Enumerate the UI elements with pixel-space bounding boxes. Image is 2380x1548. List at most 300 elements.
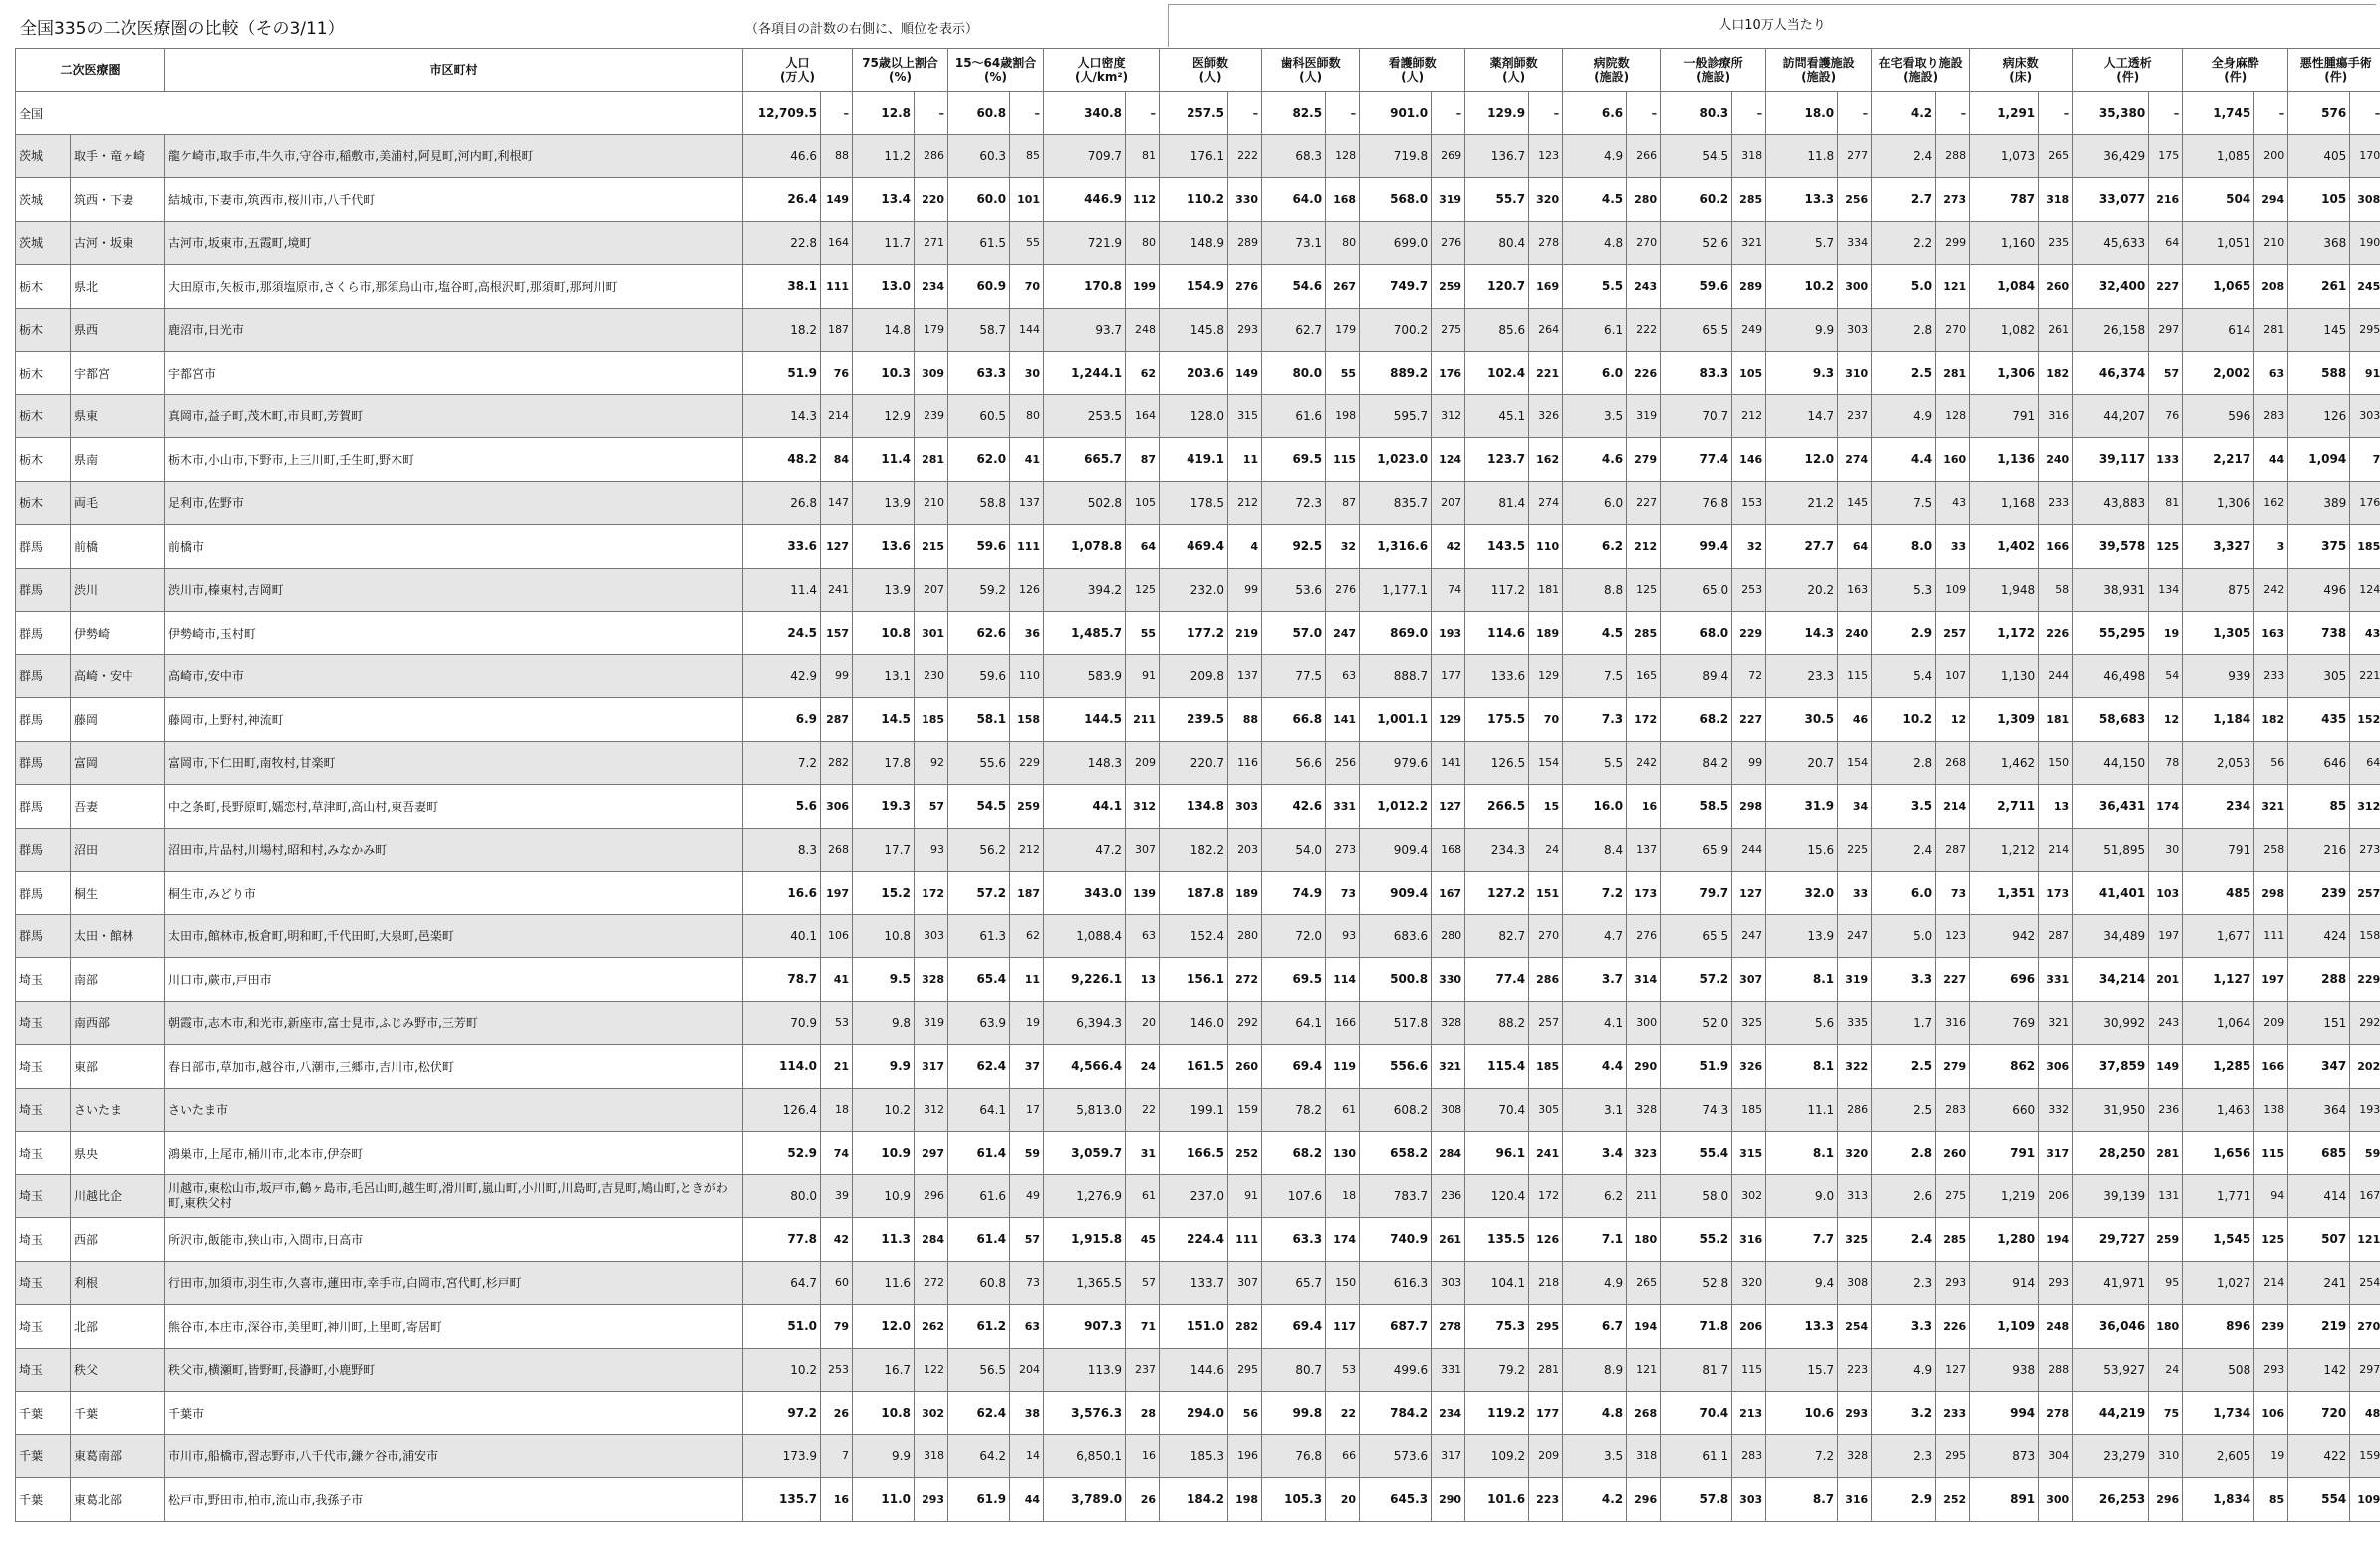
- rank-note: （各項目の計数の右側に、順位を表示）: [745, 22, 979, 37]
- rank-cell: 187: [1010, 872, 1044, 915]
- value-cell: 2,053: [2183, 741, 2254, 785]
- cities-cell: 所沢市,飯能市,狭山市,入間市,日高市: [165, 1218, 743, 1262]
- rank-cell: 284: [1432, 1132, 1465, 1175]
- cities-cell: 春日部市,草加市,越谷市,八潮市,三郷市,吉川市,松伏町: [165, 1045, 743, 1089]
- pref-cell: 群馬: [16, 568, 71, 612]
- value-cell: 2.3: [1872, 1434, 1936, 1478]
- rank-cell: –: [1936, 92, 1970, 135]
- rank-cell: 125: [1126, 568, 1160, 612]
- value-cell: 62.4: [948, 1045, 1010, 1089]
- rank-cell: 307: [1228, 1261, 1262, 1305]
- rank-cell: 296: [915, 1174, 948, 1218]
- area-cell: 県南: [71, 438, 165, 482]
- rank-cell: 16: [1126, 1434, 1160, 1478]
- value-cell: 41,401: [2073, 872, 2149, 915]
- value-cell: 414: [2288, 1174, 2350, 1218]
- value-cell: 1,012.2: [1360, 785, 1432, 829]
- rank-cell: 7: [821, 1434, 853, 1478]
- pref-cell: 埼玉: [16, 1001, 71, 1045]
- value-cell: 5.3: [1872, 568, 1936, 612]
- rank-cell: 321: [2254, 785, 2288, 829]
- value-cell: 59.6: [948, 525, 1010, 569]
- area-cell: 東部: [71, 1045, 165, 1089]
- table-row: [16, 1261, 2380, 1305]
- value-cell: 81.4: [1465, 481, 1529, 525]
- value-cell: 791: [1970, 394, 2039, 438]
- metric-header: 在宅看取り施設 (施設): [1872, 49, 1970, 92]
- value-cell: 14.3: [743, 394, 821, 438]
- value-cell: 7.1: [1563, 1218, 1627, 1262]
- rank-cell: 159: [2350, 1434, 2380, 1478]
- value-cell: 31,950: [2073, 1088, 2149, 1132]
- value-cell: 28,250: [2073, 1132, 2149, 1175]
- value-cell: 6.7: [1563, 1305, 1627, 1349]
- area-cell: さいたま: [71, 1088, 165, 1132]
- value-cell: 791: [1970, 1132, 2039, 1175]
- rank-cell: 209: [2254, 1001, 2288, 1045]
- rank-cell: 243: [1627, 265, 1661, 309]
- rank-cell: 257: [1529, 1001, 1563, 1045]
- value-cell: 68.2: [1661, 698, 1732, 742]
- value-cell: 2,002: [2183, 352, 2254, 395]
- value-cell: 69.4: [1262, 1305, 1326, 1349]
- rank-cell: 180: [1627, 1218, 1661, 1262]
- rank-cell: 112: [1126, 178, 1160, 222]
- value-cell: 39,578: [2073, 525, 2149, 569]
- cities-header: 市区町村: [165, 49, 743, 92]
- value-cell: 60.8: [948, 92, 1010, 135]
- value-cell: 3,789.0: [1044, 1478, 1126, 1522]
- table-row: [16, 525, 2380, 569]
- value-cell: 166.5: [1160, 1132, 1228, 1175]
- value-cell: 11.4: [743, 568, 821, 612]
- rank-cell: 331: [2039, 958, 2073, 1002]
- rank-cell: –: [2254, 92, 2288, 135]
- rank-cell: 198: [1326, 394, 1360, 438]
- area-cell: 前橋: [71, 525, 165, 569]
- rank-cell: 115: [2254, 1132, 2288, 1175]
- value-cell: 89.4: [1661, 654, 1732, 698]
- rank-cell: 181: [1529, 568, 1563, 612]
- value-cell: 65.9: [1661, 828, 1732, 872]
- rank-cell: 288: [2039, 1348, 2073, 1392]
- rank-cell: 316: [1936, 1001, 1970, 1045]
- value-cell: 63.9: [948, 1001, 1010, 1045]
- value-cell: 699.0: [1360, 221, 1432, 265]
- value-cell: 15.7: [1766, 1348, 1838, 1392]
- rank-cell: 197: [821, 872, 853, 915]
- value-cell: 469.4: [1160, 525, 1228, 569]
- value-cell: 394.2: [1044, 568, 1126, 612]
- value-cell: 499.6: [1360, 1348, 1432, 1392]
- cities-cell: 鹿沼市,日光市: [165, 308, 743, 352]
- rank-cell: 63: [2254, 352, 2288, 395]
- value-cell: 4.2: [1872, 92, 1936, 135]
- header-row: [16, 49, 2380, 92]
- table-row: [16, 265, 2380, 309]
- rank-cell: 226: [2039, 612, 2073, 655]
- value-cell: 6.0: [1872, 872, 1936, 915]
- value-cell: 253.5: [1044, 394, 1126, 438]
- value-cell: 69.4: [1262, 1045, 1326, 1089]
- rank-cell: 274: [1529, 481, 1563, 525]
- rank-cell: 168: [1326, 178, 1360, 222]
- rank-cell: 214: [2254, 1261, 2288, 1305]
- pref-cell: 埼玉: [16, 958, 71, 1002]
- area-cell: 県西: [71, 308, 165, 352]
- area-cell: 沼田: [71, 828, 165, 872]
- rank-cell: 316: [2039, 394, 2073, 438]
- value-cell: 126.5: [1465, 741, 1529, 785]
- rank-cell: 43: [2350, 612, 2380, 655]
- rank-cell: 319: [1432, 178, 1465, 222]
- value-cell: 80.4: [1465, 221, 1529, 265]
- value-cell: 2.5: [1872, 352, 1936, 395]
- rank-cell: 204: [1010, 1348, 1044, 1392]
- rank-cell: 207: [1432, 481, 1465, 525]
- table-row: [16, 221, 2380, 265]
- rank-cell: 334: [1838, 221, 1872, 265]
- table-row: [16, 698, 2380, 742]
- value-cell: 1,084: [1970, 265, 2039, 309]
- value-cell: 99.4: [1661, 525, 1732, 569]
- rank-cell: 3: [2254, 525, 2288, 569]
- rank-cell: 197: [2254, 958, 2288, 1002]
- table-row: [16, 178, 2380, 222]
- rank-cell: 174: [1326, 1218, 1360, 1262]
- rank-cell: 319: [1627, 394, 1661, 438]
- value-cell: 42.9: [743, 654, 821, 698]
- value-cell: 143.5: [1465, 525, 1529, 569]
- value-cell: 3.4: [1563, 1132, 1627, 1175]
- rank-cell: 326: [1529, 394, 1563, 438]
- rank-cell: 170: [2350, 134, 2380, 178]
- rank-cell: 227: [1732, 698, 1766, 742]
- rank-cell: 212: [1228, 481, 1262, 525]
- area-cell: 古河・坂東: [71, 221, 165, 265]
- value-cell: 994: [1970, 1392, 2039, 1435]
- value-cell: 43,883: [2073, 481, 2149, 525]
- rank-cell: 57: [1126, 1261, 1160, 1305]
- value-cell: 58.1: [948, 698, 1010, 742]
- rank-cell: 268: [1627, 1392, 1661, 1435]
- value-cell: 17.7: [853, 828, 915, 872]
- value-cell: 485: [2183, 872, 2254, 915]
- rank-cell: 137: [1627, 828, 1661, 872]
- rank-cell: 269: [1432, 134, 1465, 178]
- area-cell: 高崎・安中: [71, 654, 165, 698]
- rank-cell: 150: [1326, 1261, 1360, 1305]
- value-cell: 2.8: [1872, 308, 1936, 352]
- pref-cell: 群馬: [16, 741, 71, 785]
- rank-cell: 260: [2039, 265, 2073, 309]
- pref-cell: 千葉: [16, 1478, 71, 1522]
- value-cell: 13.6: [853, 525, 915, 569]
- rank-cell: 270: [1529, 914, 1563, 958]
- per-capita-header: 人口10万人当たり: [1168, 4, 2376, 47]
- rank-cell: 12: [2149, 698, 2183, 742]
- rank-cell: 111: [821, 265, 853, 309]
- rank-cell: 126: [1529, 1218, 1563, 1262]
- value-cell: 133.6: [1465, 654, 1529, 698]
- value-cell: 52.6: [1661, 221, 1732, 265]
- value-cell: 15.2: [853, 872, 915, 915]
- value-cell: 52.8: [1661, 1261, 1732, 1305]
- value-cell: 568.0: [1360, 178, 1432, 222]
- rank-cell: 303: [1838, 308, 1872, 352]
- value-cell: 11.4: [853, 438, 915, 482]
- value-cell: 26,253: [2073, 1478, 2149, 1522]
- cities-cell: 太田市,館林市,板倉町,明和町,千代田町,大泉町,邑楽町: [165, 914, 743, 958]
- value-cell: 66.8: [1262, 698, 1326, 742]
- rank-cell: 256: [1838, 178, 1872, 222]
- rank-cell: 301: [915, 612, 948, 655]
- rank-cell: 167: [1432, 872, 1465, 915]
- rank-cell: 172: [915, 872, 948, 915]
- rank-cell: 168: [1432, 828, 1465, 872]
- rank-cell: 235: [2039, 221, 2073, 265]
- value-cell: 61.1: [1661, 1434, 1732, 1478]
- rank-cell: 87: [1326, 481, 1360, 525]
- value-cell: 4,566.4: [1044, 1045, 1126, 1089]
- value-cell: 114.6: [1465, 612, 1529, 655]
- value-cell: 1,365.5: [1044, 1261, 1126, 1305]
- rank-cell: 26: [1126, 1478, 1160, 1522]
- value-cell: 7.5: [1872, 481, 1936, 525]
- rank-cell: 277: [1838, 134, 1872, 178]
- value-cell: 1,212: [1970, 828, 2039, 872]
- value-cell: 909.4: [1360, 828, 1432, 872]
- value-cell: 507: [2288, 1218, 2350, 1262]
- rank-cell: 55: [1326, 352, 1360, 395]
- metric-header: 一般診療所 (施設): [1661, 49, 1766, 92]
- value-cell: 3.3: [1872, 958, 1936, 1002]
- rank-cell: 266: [1627, 134, 1661, 178]
- rank-cell: 75: [2149, 1392, 2183, 1435]
- value-cell: 85.6: [1465, 308, 1529, 352]
- value-cell: 60.0: [948, 178, 1010, 222]
- rank-cell: 137: [1010, 481, 1044, 525]
- rank-cell: 212: [1732, 394, 1766, 438]
- rank-cell: 275: [1936, 1174, 1970, 1218]
- value-cell: 23.3: [1766, 654, 1838, 698]
- rank-cell: 276: [1627, 914, 1661, 958]
- pref-cell: 埼玉: [16, 1045, 71, 1089]
- value-cell: 1,402: [1970, 525, 2039, 569]
- value-cell: 34,214: [2073, 958, 2149, 1002]
- table-row: [16, 785, 2380, 829]
- value-cell: 123.7: [1465, 438, 1529, 482]
- rank-cell: 218: [1529, 1261, 1563, 1305]
- rank-cell: 316: [1732, 1218, 1766, 1262]
- value-cell: 93.7: [1044, 308, 1126, 352]
- rank-cell: 33: [1936, 525, 1970, 569]
- rank-cell: 160: [1936, 438, 1970, 482]
- rank-cell: 127: [1432, 785, 1465, 829]
- value-cell: 51,895: [2073, 828, 2149, 872]
- rank-cell: 233: [2254, 654, 2288, 698]
- value-cell: 5.0: [1872, 914, 1936, 958]
- value-cell: 35,380: [2073, 92, 2149, 135]
- rank-cell: 30: [2149, 828, 2183, 872]
- rank-cell: 307: [1126, 828, 1160, 872]
- value-cell: 1.7: [1872, 1001, 1936, 1045]
- value-cell: 2.5: [1872, 1045, 1936, 1089]
- table-row: [16, 914, 2380, 958]
- rank-cell: 227: [2149, 265, 2183, 309]
- rank-cell: 320: [1529, 178, 1563, 222]
- area-header: 二次医療圏: [16, 49, 165, 92]
- value-cell: 110.2: [1160, 178, 1228, 222]
- value-cell: 184.2: [1160, 1478, 1228, 1522]
- rank-cell: 312: [915, 1088, 948, 1132]
- rank-cell: 154: [1838, 741, 1872, 785]
- value-cell: 1,078.8: [1044, 525, 1126, 569]
- cities-cell: 龍ケ崎市,取手市,牛久市,守谷市,稲敷市,美浦村,阿見町,河内町,利根町: [165, 134, 743, 178]
- value-cell: 869.0: [1360, 612, 1432, 655]
- cities-cell: 秩父市,横瀬町,皆野町,長瀞町,小鹿野町: [165, 1348, 743, 1392]
- rank-cell: 80: [1126, 221, 1160, 265]
- rank-cell: 300: [2039, 1478, 2073, 1522]
- value-cell: 1,351: [1970, 872, 2039, 915]
- pref-cell: 栃木: [16, 438, 71, 482]
- rank-cell: –: [2039, 92, 2073, 135]
- rank-cell: 107: [1936, 654, 1970, 698]
- rank-cell: 92: [915, 741, 948, 785]
- pref-cell: 埼玉: [16, 1088, 71, 1132]
- rank-cell: 279: [1936, 1045, 1970, 1089]
- rank-cell: 19: [2149, 612, 2183, 655]
- value-cell: 907.3: [1044, 1305, 1126, 1349]
- value-cell: 71.8: [1661, 1305, 1732, 1349]
- rank-cell: 139: [1126, 872, 1160, 915]
- rank-cell: 158: [2350, 914, 2380, 958]
- value-cell: 16.7: [853, 1348, 915, 1392]
- rank-cell: 223: [1838, 1348, 1872, 1392]
- value-cell: 446.9: [1044, 178, 1126, 222]
- rank-cell: 125: [1627, 568, 1661, 612]
- value-cell: 56.6: [1262, 741, 1326, 785]
- pref-cell: 栃木: [16, 394, 71, 438]
- rank-cell: 64: [2350, 741, 2380, 785]
- rank-cell: 280: [1228, 914, 1262, 958]
- rank-cell: 163: [2254, 612, 2288, 655]
- rank-cell: 203: [1228, 828, 1262, 872]
- value-cell: 16.0: [1563, 785, 1627, 829]
- rank-cell: 64: [1838, 525, 1872, 569]
- rank-cell: 81: [2149, 481, 2183, 525]
- value-cell: 608.2: [1360, 1088, 1432, 1132]
- value-cell: 27.7: [1766, 525, 1838, 569]
- value-cell: 36,431: [2073, 785, 2149, 829]
- rank-cell: –: [1838, 92, 1872, 135]
- value-cell: 104.1: [1465, 1261, 1529, 1305]
- value-cell: 12.9: [853, 394, 915, 438]
- value-cell: 1,656: [2183, 1132, 2254, 1175]
- rank-cell: 227: [1627, 481, 1661, 525]
- rank-cell: 216: [2149, 178, 2183, 222]
- value-cell: 55.2: [1661, 1218, 1732, 1262]
- value-cell: 4.9: [1563, 1261, 1627, 1305]
- rank-cell: 303: [1432, 1261, 1465, 1305]
- rank-cell: 239: [915, 394, 948, 438]
- rank-cell: –: [2350, 92, 2380, 135]
- value-cell: 294.0: [1160, 1392, 1228, 1435]
- value-cell: 30,992: [2073, 1001, 2149, 1045]
- rank-cell: 300: [1838, 265, 1872, 309]
- value-cell: 1,305: [2183, 612, 2254, 655]
- value-cell: 4.4: [1872, 438, 1936, 482]
- rank-cell: 76: [821, 352, 853, 395]
- rank-cell: 306: [821, 785, 853, 829]
- rank-cell: 66: [1326, 1434, 1360, 1478]
- value-cell: 3.5: [1563, 394, 1627, 438]
- rank-cell: 91: [1228, 1174, 1262, 1218]
- rank-cell: 297: [2149, 308, 2183, 352]
- cities-cell: 鴻巣市,上尾市,桶川市,北本市,伊奈町: [165, 1132, 743, 1175]
- rank-cell: 16: [1627, 785, 1661, 829]
- value-cell: 142: [2288, 1348, 2350, 1392]
- rank-cell: 182: [2254, 698, 2288, 742]
- area-cell: 県東: [71, 394, 165, 438]
- rank-cell: 4: [1228, 525, 1262, 569]
- rank-cell: 273: [1936, 178, 1970, 222]
- value-cell: 873: [1970, 1434, 2039, 1478]
- value-cell: 3.3: [1872, 1305, 1936, 1349]
- value-cell: 65.5: [1661, 914, 1732, 958]
- comparison-table: [15, 48, 2380, 1522]
- rank-cell: 110: [1529, 525, 1563, 569]
- rank-cell: 227: [1936, 958, 1970, 1002]
- rank-cell: 236: [2149, 1088, 2183, 1132]
- value-cell: 10.8: [853, 612, 915, 655]
- value-cell: 59.2: [948, 568, 1010, 612]
- value-cell: 64.2: [948, 1434, 1010, 1478]
- rank-cell: –: [1627, 92, 1661, 135]
- rank-cell: 24: [1126, 1045, 1160, 1089]
- value-cell: 389: [2288, 481, 2350, 525]
- value-cell: 556.6: [1360, 1045, 1432, 1089]
- value-cell: 36,046: [2073, 1305, 2149, 1349]
- cities-cell: 朝霞市,志木市,和光市,新座市,富士見市,ふじみ野市,三芳町: [165, 1001, 743, 1045]
- value-cell: 687.7: [1360, 1305, 1432, 1349]
- value-cell: 102.4: [1465, 352, 1529, 395]
- rank-cell: 162: [2254, 481, 2288, 525]
- value-cell: 2.2: [1872, 221, 1936, 265]
- value-cell: 8.1: [1766, 1045, 1838, 1089]
- value-cell: 1,184: [2183, 698, 2254, 742]
- pref-cell: 群馬: [16, 654, 71, 698]
- value-cell: 135.5: [1465, 1218, 1529, 1262]
- value-cell: 7.5: [1563, 654, 1627, 698]
- area-cell: 桐生: [71, 872, 165, 915]
- rank-cell: 30: [1010, 352, 1044, 395]
- rank-cell: 149: [1228, 352, 1262, 395]
- table-row: [16, 308, 2380, 352]
- value-cell: 20.7: [1766, 741, 1838, 785]
- rank-cell: 292: [1228, 1001, 1262, 1045]
- value-cell: 6.2: [1563, 525, 1627, 569]
- value-cell: 8.9: [1563, 1348, 1627, 1392]
- value-cell: 8.1: [1766, 1132, 1838, 1175]
- rank-cell: 174: [2149, 785, 2183, 829]
- value-cell: 65.5: [1661, 308, 1732, 352]
- value-cell: 12.8: [853, 92, 915, 135]
- rank-cell: 197: [2149, 914, 2183, 958]
- value-cell: 209.8: [1160, 654, 1228, 698]
- value-cell: 45.1: [1465, 394, 1529, 438]
- rank-cell: 265: [2039, 134, 2073, 178]
